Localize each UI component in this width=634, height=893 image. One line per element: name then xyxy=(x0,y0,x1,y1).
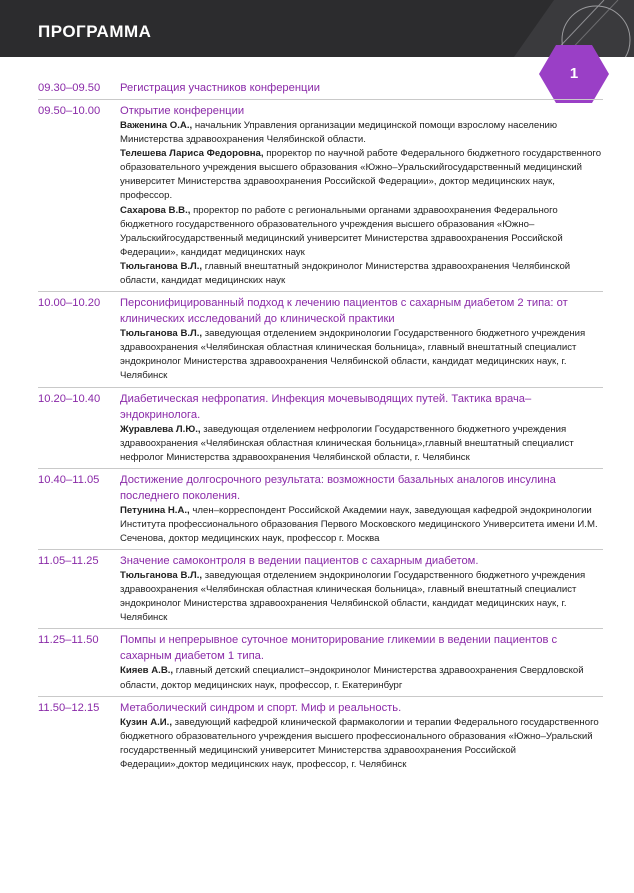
speaker-entry xyxy=(120,423,603,465)
speaker-name: Тюльганова В.Л., xyxy=(120,570,203,582)
speaker-name: Важенина О.А., xyxy=(120,120,193,131)
speaker-entry xyxy=(120,327,603,383)
session-time: 11.05–11.25 xyxy=(38,555,99,568)
program-schedule xyxy=(38,80,603,778)
session-content xyxy=(120,103,603,288)
speaker-entry xyxy=(120,716,603,772)
schedule-item xyxy=(38,103,603,292)
speaker-entry xyxy=(120,260,603,288)
session-title: Метаболический синдром и спорт. Миф и реальность. xyxy=(120,701,402,714)
session-content xyxy=(120,553,603,625)
session-time: 10.20–10.40 xyxy=(38,392,101,405)
schedule-item xyxy=(38,632,603,696)
schedule-item xyxy=(38,553,603,629)
session-title: Открытие конференции xyxy=(120,105,245,117)
speaker-details: заведующая отделением нефрологии Государственного бюджетного учреждения здравоохранения «Челябинская областная клиническая больница»,главный внештатный специалист нефролог Министерства здравоохранения Челябинской области, г. Челябинск xyxy=(120,423,574,463)
session-time: 11.50–12.15 xyxy=(38,701,100,714)
schedule-item xyxy=(38,391,603,469)
session-time: 09.30–09.50 xyxy=(38,82,101,94)
speaker-entry xyxy=(120,504,603,546)
speaker-name: Петунина Н.А., xyxy=(120,504,190,516)
session-time: 11.25–11.50 xyxy=(38,634,99,647)
schedule-item xyxy=(38,80,603,100)
session-title: Помпы и непрерывное суточное мониторирование гликемии в ведении пациентов с сахарным диабетом 1 типа. xyxy=(120,634,558,663)
session-title: Достижение долгосрочного результата: возможности базальных аналогов инсулина последнего поколения. xyxy=(120,473,556,502)
session-content xyxy=(120,80,603,96)
session-title: Регистрация участников конференции xyxy=(120,82,320,94)
session-content xyxy=(120,295,603,383)
page-title: ПРОГРАММА xyxy=(38,22,152,41)
speaker-details: главный детский специалист–эндокринолог Министерства здравоохранения Свердловской области, доктор медицинских наук, профессор, г. Екатеринбург xyxy=(120,665,584,691)
session-title: Персонифицированный подход к лечению пациентов с сахарным диабетом 2 типа: от клинических исследований до клинической практики xyxy=(120,297,568,326)
speaker-entry xyxy=(120,204,603,260)
speaker-name: Телешева Лариса Федоровна, xyxy=(120,148,264,160)
speaker-entry xyxy=(120,147,603,203)
session-time: 10.40–11.05 xyxy=(38,473,100,486)
speaker-name: Журавлева Л.Ю., xyxy=(120,423,201,435)
session-title: Значение самоконтроля в ведении пациентов с сахарным диабетом. xyxy=(120,555,479,568)
speaker-details: проректор по научной работе Федерального бюджетного государственного образовательного учреждения высшего образования «Южно–Уральскийгосударственный медицинский университет Министерства здравоохранения Российской Федерации», доктор медицинских наук, профессор. xyxy=(120,148,602,202)
session-title: Диабетическая нефропатия. Инфекция мочевыводящих путей. Тактика врача–эндокринолога. xyxy=(120,392,532,421)
speaker-details: заведующий кафедрой клинической фармакологии и терапии Федерального государственного бюджетного образовательного учреждения высшего профессионального образования «Южно–Уральский государственный медицинский университет Министерства здравоохранения Российской Федерации»,доктор медицинских наук, профессор, г. Челябинск xyxy=(120,716,599,770)
session-time: 10.00–10.20 xyxy=(38,297,101,310)
session-content xyxy=(120,700,603,772)
session-content xyxy=(120,632,603,692)
speaker-details: член–корреспондент Российской Академии наук, заведующая кафедрой эндокринологии Института профессионального образования Первого Московского медицинского Университета имени И.М. Сеченова, доктор медицинских наук, профессор г. Москва xyxy=(120,504,598,544)
speaker-entry xyxy=(120,119,603,147)
session-content xyxy=(120,391,603,465)
speaker-name: Тюльганова В.Л., xyxy=(120,260,203,272)
speaker-details: главный внештатный эндокринолог Министерства здравоохранения Челябинской области, кандидат медицинских наук xyxy=(120,260,571,287)
speaker-name: Кияев А.В., xyxy=(120,665,174,677)
speaker-entry xyxy=(120,569,603,625)
speaker-details: проректор по работе с региональными органами здравоохранения Федерального бюджетного государственного образовательного учреждения высшего образования «Южно–Уральскийгосударственный медицинский университет Министерства здравоохранения Российской Федерации», кандидат медицинских наук xyxy=(120,204,563,258)
speaker-details: начальник Управления организации медицинской помощи взрослому населению Министерства здравоохранения Челябинской области. xyxy=(120,120,558,146)
page-number: 1 xyxy=(569,65,579,82)
speaker-entry xyxy=(120,664,603,692)
schedule-item xyxy=(38,472,603,550)
speaker-details: заведующая отделением эндокринологии Государственного бюджетного учреждения здравоохранения «Челябинская областная клиническая больница», главный внештатный специалист эндокринолог Министерства здравоохранения Челябинской области, кандидат медицинских наук, г. Челябинск xyxy=(120,328,586,382)
speaker-name: Сахарова В.В., xyxy=(120,204,191,216)
speaker-name: Тюльганова В.Л., xyxy=(120,328,203,340)
speaker-details: заведующая отделением эндокринологии Государственного бюджетного учреждения здравоохранения «Челябинская областная клиническая больница», главный внештатный специалист эндокринолог Министерства здравоохранения Челябинской области, кандидат медицинских наук, г. Челябинск xyxy=(120,570,586,624)
session-content xyxy=(120,472,603,546)
speaker-name: Кузин А.И., xyxy=(120,716,173,728)
session-time: 09.50–10.00 xyxy=(38,105,101,117)
schedule-item xyxy=(38,700,603,775)
schedule-item xyxy=(38,295,603,387)
